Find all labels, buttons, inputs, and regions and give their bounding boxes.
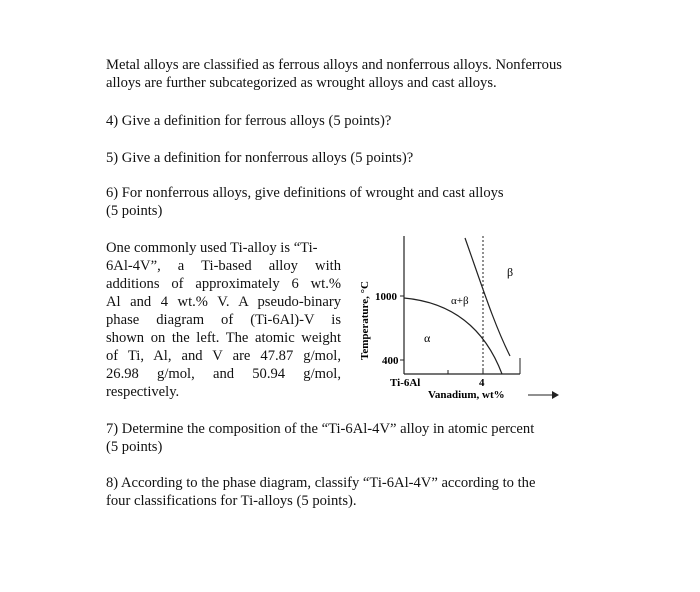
ti-line-3: additions of approximately 6 wt.% [106,276,341,292]
question-6-line-2: (5 points) [106,203,163,219]
x-axis-arrow-icon [552,391,559,399]
ti-alloy-paragraph [106,239,341,401]
ti-line-8: 26.98 g/mol, and 50.94 g/mol, [106,366,341,382]
ti-line-4: Al and 4 wt.% V. A pseudo-binary [106,294,341,310]
question-8-line-1: 8) According to the phase diagram, classify “Ti-6Al-4V” according to the [106,475,536,491]
question-6-line-1: 6) For nonferrous alloys, give definitions of wrought and cast alloys [106,185,504,201]
question-7 [106,420,606,456]
question-8-line-2: four classifications for Ti-alloys (5 points). [106,493,357,509]
phase-label-alpha-beta: α+β [451,295,469,307]
question-4: 4) Give a definition for ferrous alloys (5 points)? [106,113,392,129]
y-axis-label: Temperature, °C [359,281,371,360]
ti-line-5: phase diagram of (Ti-6Al)-V is [106,312,341,328]
alpha-beta-boundary [465,238,510,356]
x-tick-label-4: 4 [479,377,485,389]
question-6 [106,184,606,220]
question-8 [106,474,606,510]
x-axis-label: Vanadium, wt% [428,389,505,401]
intro-paragraph [106,56,606,92]
beta-transus-curve [404,298,502,374]
question-5: 5) Give a definition for nonferrous alloys (5 points)? [106,150,414,166]
intro-line-2: alloys are further subcategorized as wrought alloys and cast alloys. [106,75,497,91]
ti-line-6: shown on the left. The atomic weight [106,330,341,346]
x-origin-label: Ti-6Al [390,377,421,389]
intro-line-1: Metal alloys are classified as ferrous alloys and nonferrous alloys. Nonferrous [106,57,562,73]
ti-line-2: 6Al-4V”, a Ti-based alloy with [106,258,341,274]
ti-line-7: of Ti, Al, and V are 47.87 g/mol, [106,348,341,364]
question-7-line-2: (5 points) [106,439,163,455]
ti-line-1: One commonly used Ti-alloy is “Ti- [106,240,318,256]
ti-line-9: respectively. [106,384,180,400]
question-7-line-1: 7) Determine the composition of the “Ti-6Al-4V” alloy in atomic percent [106,421,535,437]
y-tick-label-400: 400 [382,355,399,367]
phase-diagram [348,228,568,408]
y-tick-label-1000: 1000 [375,291,397,303]
phase-label-beta: β [507,265,514,279]
phase-label-alpha: α [424,331,431,345]
